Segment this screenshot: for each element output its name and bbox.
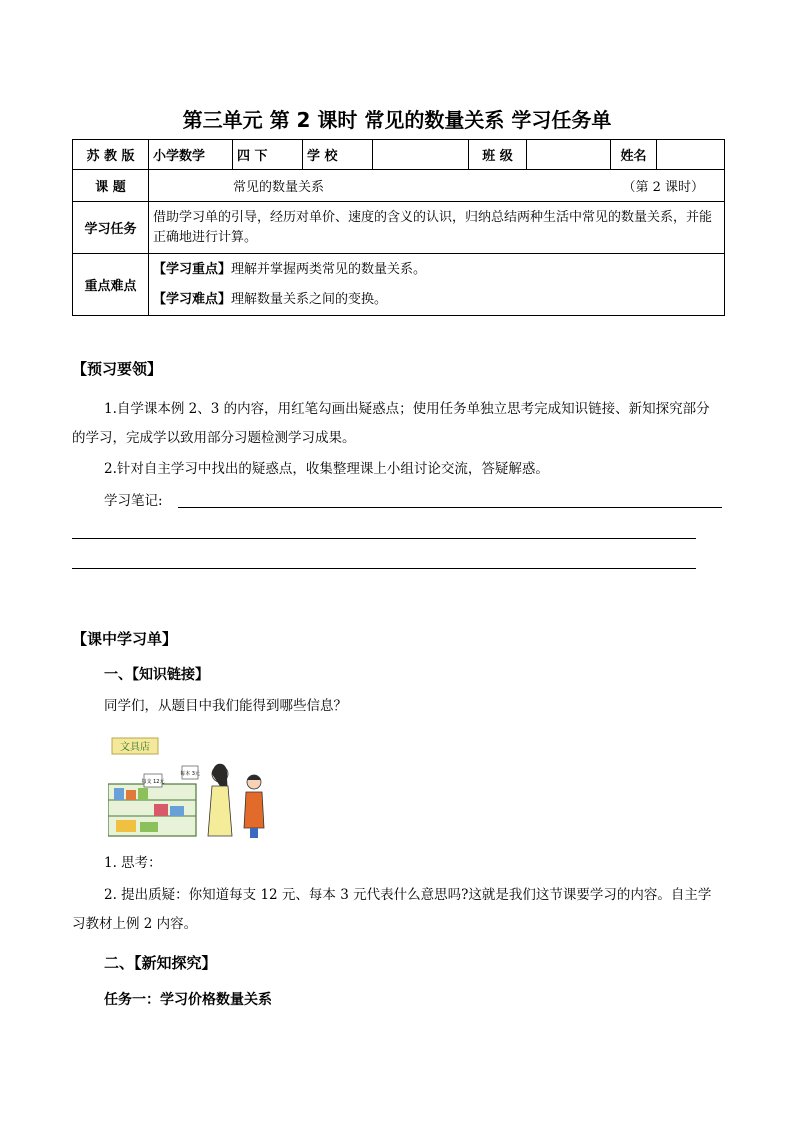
question-text: 同学们，从题目中我们能得到哪些信息？ [104,698,347,714]
key-cell [149,254,725,316]
price-tag-pen: 每支 12元 [141,779,165,785]
subject-cell: 小学数学 [149,140,233,170]
topic-cell [149,170,725,202]
price-tag-notebook: 每本 3元 [180,771,200,777]
class-value-cell [527,140,611,170]
stationery-shop-illustration [108,736,268,840]
notes-line-3 [72,568,696,569]
difficulty-tag: 【学习难点】 [153,291,232,307]
lesson-note: （第 2 课时） [622,180,704,195]
info-table [72,139,725,316]
new-knowledge-heading: 二、【新知探究】 [104,954,217,972]
key-point-text: 理解并掌握两类常见的数量关系。 [231,261,427,277]
task-label: 学习任务 [73,202,149,254]
shop-sign: 文具店 [120,742,150,753]
school-label: 学 校 [303,140,373,170]
page-title: 第三单元 第 2 课时 常见的数量关系 学习任务单 [182,108,612,132]
task-one-heading: 任务一：学习价格数量关系 [104,992,272,1008]
difficulty-text: 理解数量关系之间的变换。 [231,291,388,307]
topic-value: 常见的数量关系 [233,180,325,195]
notes-label: 学习笔记: [104,493,163,509]
preview-item-2: 2.针对自主学习中找出的疑惑点，收集整理课上小组讨论交流，答疑解惑。 [104,461,549,477]
name-label: 姓名 [611,140,657,170]
preview-item-1: 1.自学课本例 2、3 的内容，用红笔勾画出疑惑点；使用任务单独立思考完成知识链接、新知探究部分的学习，完成学以致用部分习题检测学习成果。 [72,401,710,446]
classwork-heading: 【课中学习单】 [72,630,178,648]
preview-heading: 【预习要领】 [72,360,163,378]
notes-line-2 [72,538,696,539]
key-label: 重点难点 [73,254,149,316]
key-point-tag: 【学习重点】 [153,261,232,277]
topic-label: 课 题 [73,170,149,202]
notes-line-1 [178,507,722,508]
task-text: 借助学习单的引导，经历对单价、速度的含义的认识，归纳总结两种生活中常见的数量关系，并能正确地进行计算。 [149,202,725,254]
class-label: 班 级 [469,140,527,170]
question-item-2: 2. 提出质疑：你知道每支 12 元、每本 3 元代表什么意思吗?这就是我们这节课要学习的内容。自主学习教材上例 2 内容。 [72,887,712,932]
think-text: 1. 思考： [104,855,162,871]
knowledge-link-heading: 一、【知识链接】 [104,667,209,683]
school-value-cell [373,140,469,170]
grade-cell: 四 下 [233,140,303,170]
publisher-cell: 苏 教 版 [73,140,149,170]
name-value-cell [657,140,725,170]
